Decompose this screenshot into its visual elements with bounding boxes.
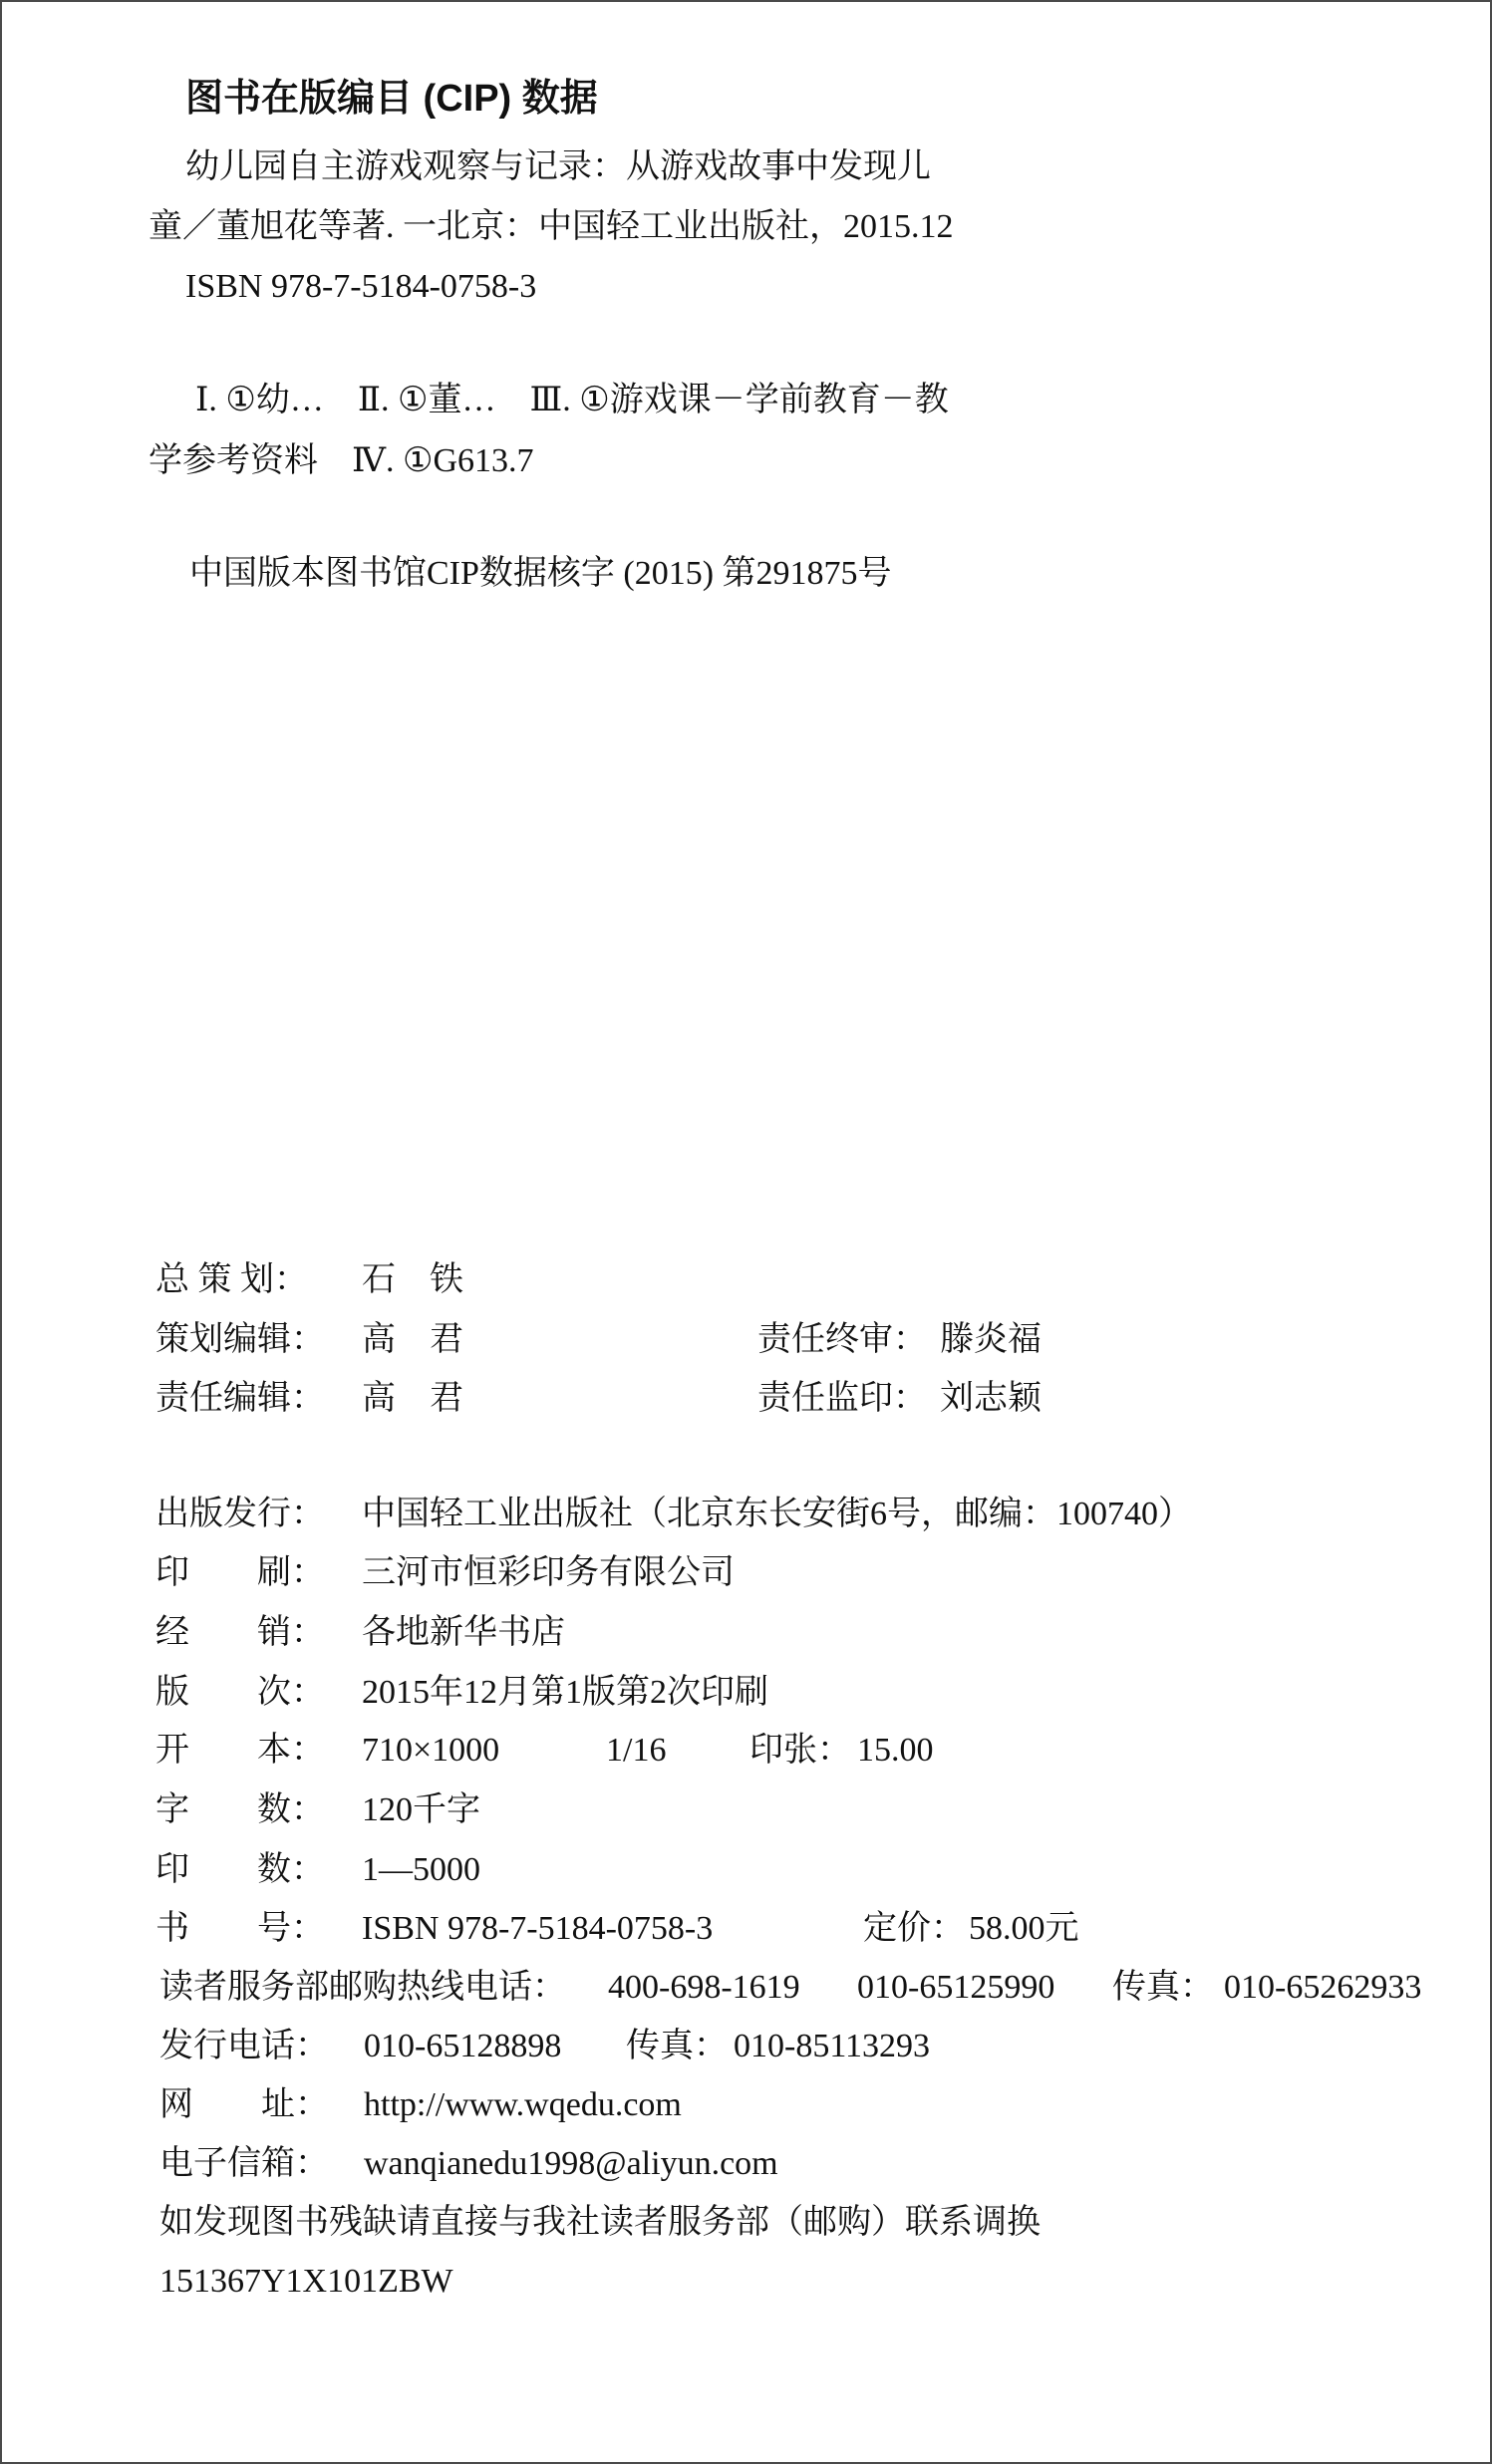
chief-planner-label: 总 策 划： xyxy=(155,1261,308,1298)
format-label: 开 本： xyxy=(155,1732,325,1769)
distribution-fax-value: 010-85113293 xyxy=(734,2028,931,2064)
format-fold: 1/16 xyxy=(606,1732,667,1769)
sheets-value: 15.00 xyxy=(857,1732,934,1769)
distribution-phone-value: 010-65128898 xyxy=(364,2028,562,2064)
book-number-value: ISBN 978-7-5184-0758-3 xyxy=(362,1910,714,1947)
print-run-label: 印 数： xyxy=(155,1851,325,1888)
edition-label: 版 次： xyxy=(155,1674,325,1711)
cip-subject-1: Ⅰ. ①幼… Ⅱ. ①董… Ⅲ. ①游戏课－学前教育－教 xyxy=(195,382,949,418)
sheets-label: 印张： xyxy=(749,1732,851,1769)
printer-label: 印 刷： xyxy=(155,1554,325,1591)
word-count-label: 字 数： xyxy=(155,1791,325,1828)
format-size: 710×1000 xyxy=(362,1732,500,1769)
chief-planner-value: 石 铁 xyxy=(362,1261,463,1298)
email-link[interactable]: wanqianedu1998@aliyun.com xyxy=(364,2145,778,2182)
replacement-notice: 如发现图书残缺请直接与我社读者服务部（邮购）联系调换 xyxy=(159,2204,1041,2241)
publisher-label: 出版发行： xyxy=(155,1496,325,1532)
reader-service-fax-label: 传真： xyxy=(1112,1969,1214,2006)
reader-service-fax: 010-65262933 xyxy=(1224,1969,1422,2006)
final-review-label: 责任终审： xyxy=(757,1321,927,1358)
distributor-value: 各地新华书店 xyxy=(362,1614,565,1651)
print-run-value: 1—5000 xyxy=(362,1851,480,1888)
cip-record-number: 中国版本图书馆CIP数据核字 (2015) 第291875号 xyxy=(189,555,892,592)
reader-service-label: 读者服务部邮购热线电话： xyxy=(159,1969,566,2006)
reader-service-phone-1: 400-698-1619 xyxy=(608,1969,800,2006)
print-supervisor-label: 责任监印： xyxy=(757,1380,927,1417)
word-count-value: 120千字 xyxy=(362,1791,480,1828)
cip-line-2: 童／董旭花等著. 一北京：中国轻工业出版社，2015.12 xyxy=(149,208,954,245)
cip-subject-2: 学参考资料 Ⅳ. ①G613.7 xyxy=(149,442,534,479)
responsible-editor-label: 责任编辑： xyxy=(155,1380,325,1417)
price-value: 58.00元 xyxy=(969,1910,1079,1947)
email-label: 电子信箱： xyxy=(159,2145,329,2182)
cip-line-1: 幼儿园自主游戏观察与记录：从游戏故事中发现儿 xyxy=(185,148,931,185)
book-number-label: 书 号： xyxy=(155,1910,325,1947)
printer-value: 三河市恒彩印务有限公司 xyxy=(362,1554,735,1591)
planning-editor-label: 策划编辑： xyxy=(155,1321,325,1358)
distribution-phone-label: 发行电话： xyxy=(159,2028,329,2064)
price-label: 定价： xyxy=(863,1910,965,1947)
final-review-value: 滕炎福 xyxy=(940,1321,1042,1358)
responsible-editor-value: 高 君 xyxy=(362,1380,463,1417)
website-label: 网 址： xyxy=(159,2086,329,2123)
print-supervisor-value: 刘志颖 xyxy=(940,1380,1042,1417)
cip-isbn: ISBN 978-7-5184-0758-3 xyxy=(185,268,537,305)
print-code: 151367Y1X101ZBW xyxy=(159,2263,453,2300)
publisher-value: 中国轻工业出版社（北京东长安街6号，邮编：100740） xyxy=(362,1496,1192,1532)
edition-value: 2015年12月第1版第2次印刷 xyxy=(362,1674,768,1711)
website-link[interactable]: http://www.wqedu.com xyxy=(364,2086,682,2123)
distributor-label: 经 销： xyxy=(155,1614,325,1651)
planning-editor-value: 高 君 xyxy=(362,1321,463,1358)
distribution-fax-label: 传真： xyxy=(626,2028,728,2064)
cip-heading: 图书在版编目 (CIP) 数据 xyxy=(185,78,598,120)
reader-service-phone-2: 010-65125990 xyxy=(857,1969,1055,2006)
